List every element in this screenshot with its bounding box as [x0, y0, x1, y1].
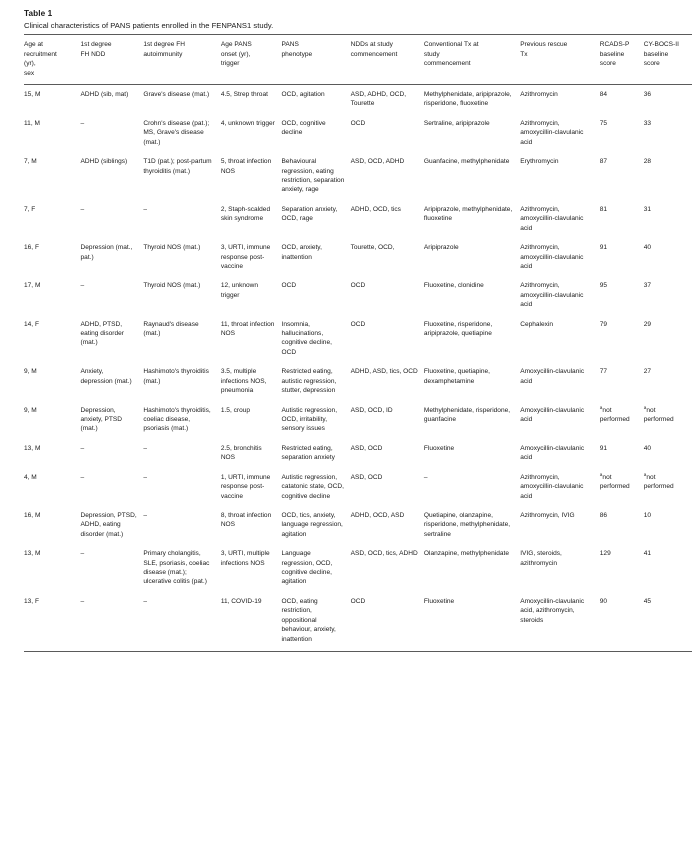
cell-conventional-tx: Methylphenidate, aripiprazole, risperidone, fluoxetine	[423, 91, 512, 108]
cell-previous-rescue-tx: Azithromycin, amoxycillin-clavulanic acid	[520, 282, 584, 309]
cell-rcads-p: 87	[599, 158, 608, 166]
table-row	[24, 468, 692, 506]
cell-conventional-tx: Fluoxetine, quetiapine, dexamphetamine	[423, 368, 491, 385]
cell-previous-rescue-tx: Amoxycillin-clavulanic acid	[520, 444, 585, 462]
cell-age-sex: 16, F	[24, 244, 39, 252]
cell-previous-rescue-tx: Erythromycin	[520, 158, 559, 166]
cell-pans-onset: 1, URTI, immune response post-vaccine	[220, 473, 271, 500]
cell-fh-ndd: Anxiety, depression (mat.)	[80, 368, 132, 385]
cell-age-sex: 9, M	[24, 368, 37, 376]
cell-ndds: ADHD, OCD, ASD	[350, 511, 405, 519]
cell-ndds: ASD, OCD, ID	[350, 406, 393, 414]
column-header-ndds-at-commencement	[351, 35, 424, 85]
cell-pans-onset: 2.5, bronchitis NOS	[220, 444, 262, 462]
cell-pans-phenotype: Autistic regression, OCD, irritability, sensory issues	[281, 406, 338, 433]
column-header-line: score	[643, 60, 660, 68]
footnote-marker: a	[599, 404, 603, 410]
column-header-line: commencement	[350, 50, 398, 58]
cell-fh-ndd: Depression, PTSD, ADHD, eating disorder (mat.)	[80, 511, 137, 538]
cell-cybocs-ii: 36	[643, 91, 652, 99]
cell-pans-onset: 3, URTI, multiple infections NOS	[220, 550, 270, 567]
cell-fh-autoimmunity: –	[143, 473, 147, 481]
cell-conventional-tx: Fluoxetine	[423, 444, 455, 452]
cell-fh-autoimmunity: –	[143, 205, 147, 213]
cell-rcads-p: 90	[599, 597, 608, 605]
column-header-line: autoimmunity	[143, 50, 183, 58]
cell-pans-phenotype: Restricted eating, autistic regression, stutter, depression	[281, 368, 337, 395]
cell-cybocs-ii: 41	[643, 550, 652, 558]
cell-rcads-p: 77	[599, 368, 608, 376]
cell-pans-onset: 3, URTI, immune response post-vaccine	[220, 244, 271, 270]
cell-age-sex: 15, M	[24, 91, 41, 99]
cell-ndds: OCD	[350, 597, 366, 605]
cell-rcads-p: 129	[599, 550, 611, 558]
cell-pans-phenotype: Autistic regression, catatonic state, OCD, cognitive decline	[281, 473, 344, 500]
column-header-previous-rescue-tx	[520, 35, 600, 85]
column-header-line: PANS	[281, 41, 299, 49]
cell-rcads-p	[600, 401, 644, 439]
cell-pans-phenotype: Language regression, OCD, cognitive decline, agitation	[281, 550, 333, 586]
table-row	[24, 439, 692, 468]
cell-cybocs-ii: 27	[643, 368, 652, 376]
table-body	[24, 85, 692, 651]
cell-pans-onset: 12, unknown trigger	[220, 282, 259, 299]
cell-previous-rescue-tx: Azithromycin, amoxycillin-clavulanic acid	[520, 119, 584, 146]
footnote-marker: a	[643, 471, 647, 477]
cell-age-sex: 13, F	[24, 597, 39, 605]
cell-pans-phenotype: Restricted eating, separation anxiety	[281, 444, 335, 462]
table-row	[24, 276, 692, 314]
cell-ndds: ASD, OCD, ADHD	[350, 158, 405, 166]
table-row	[24, 362, 692, 400]
table-row	[24, 200, 692, 238]
cell-conventional-tx: –	[423, 473, 428, 481]
cell-cybocs-ii: 40	[643, 244, 652, 252]
cell-age-sex: 11, M	[24, 119, 40, 127]
cell-age-sex: 13, M	[24, 550, 41, 558]
cell-conventional-tx: Quetiapine, olanzapine, risperidone, methylphenidate, sertraline	[423, 511, 511, 538]
column-header-fh-ndd	[81, 35, 144, 85]
cell-conventional-tx: Aripiprazole	[423, 244, 459, 252]
cell-ndds: ADHD, OCD, tics	[350, 205, 401, 213]
column-header-age-pans-onset	[221, 35, 282, 85]
cell-cybocs-ii: 10	[643, 511, 652, 519]
cell-cybocs-ii: 28	[643, 158, 652, 166]
table-bottom-rule	[24, 651, 692, 652]
cell-rcads-p: 84	[599, 91, 608, 99]
cell-previous-rescue-tx: IVIG, steroids, azithromycin	[520, 550, 562, 567]
footnote-marker: a	[643, 404, 647, 410]
cell-pans-onset: 11, throat infection NOS	[220, 320, 275, 338]
cell-pans-onset: 2, Staph-scalded skin syndrome	[220, 205, 271, 223]
cell-pans-onset: 4.5, Strep throat	[220, 91, 268, 99]
cell-ndds: ADHD, ASD, tics, OCD	[350, 368, 418, 376]
cell-age-sex: 7, F	[24, 205, 36, 213]
cell-fh-ndd: –	[80, 473, 85, 481]
cell-previous-rescue-tx: Azithromycin, amoxycillin-clavulanic acid	[520, 473, 584, 500]
footnote-marker: a	[599, 471, 603, 477]
cell-pans-phenotype: Insomnia, hallucinations, cognitive decline, OCD	[281, 320, 332, 356]
cell-fh-ndd: –	[80, 597, 85, 605]
cell-fh-autoimmunity: –	[143, 597, 147, 605]
cell-fh-ndd: –	[80, 205, 85, 213]
column-header-line: sex	[24, 69, 35, 77]
cell-age-sex: 9, M	[24, 406, 37, 414]
cell-ndds: ASD, OCD	[350, 444, 383, 452]
cell-fh-ndd: ADHD (siblings)	[80, 158, 128, 166]
column-header-line: NDDs at study	[350, 41, 393, 49]
column-header-line: Age at	[24, 41, 43, 49]
cell-text: not performed	[643, 473, 674, 491]
cell-fh-autoimmunity: –	[143, 511, 147, 519]
cell-age-sex: 4, M	[24, 473, 37, 481]
cell-pans-phenotype: OCD, agitation	[281, 91, 325, 99]
table-row	[24, 506, 692, 544]
column-header-age-at-recruitment	[24, 35, 81, 85]
cell-text: not performed	[599, 473, 630, 491]
cell-age-sex: 7, M	[24, 158, 37, 166]
column-header-line: Conventional Tx at	[423, 41, 479, 49]
table-row	[24, 544, 692, 592]
cell-fh-ndd: ADHD, PTSD, eating disorder (mat.)	[80, 320, 124, 347]
cell-fh-ndd: –	[80, 282, 85, 290]
cell-conventional-tx: Sertraline, aripiprazole	[423, 119, 490, 127]
cell-previous-rescue-tx: Amoxycillin-clavulanic acid	[520, 406, 585, 423]
cell-age-sex: 13, M	[24, 444, 41, 452]
cell-pans-onset: 3.5, multiple infections NOS, pneumonia	[220, 368, 267, 395]
cell-pans-onset: 5, throat infection NOS	[220, 158, 272, 175]
cell-previous-rescue-tx: Amoxycillin-clavulanic acid	[520, 368, 585, 385]
cell-ndds: ASD, ADHD, OCD, Tourette	[350, 91, 407, 108]
cell-rcads-p: 95	[599, 282, 608, 290]
cell-fh-ndd: Depression, anxiety, PTSD (mat.)	[80, 406, 123, 433]
column-header-line: baseline	[599, 50, 625, 58]
column-header-line: baseline	[643, 50, 669, 58]
column-header-line: Previous rescue	[520, 41, 568, 49]
table-row	[24, 401, 692, 439]
table-caption: Clinical characteristics of PANS patients enrolled in the FENPANS1 study.	[24, 20, 274, 30]
table-row	[24, 315, 692, 363]
cell-fh-autoimmunity: Thyroid NOS (mat.)	[143, 244, 201, 252]
cell-cybocs-ii: 29	[643, 320, 652, 328]
cell-fh-ndd: –	[80, 119, 85, 127]
cell-pans-phenotype: OCD	[281, 282, 297, 290]
column-header-line: 1st degree FH	[143, 41, 185, 49]
cell-fh-autoimmunity: T1D (pat.); post-partum thyroiditis (mat.)	[143, 158, 212, 175]
cell-ndds: OCD	[350, 320, 366, 328]
cell-fh-autoimmunity: Raynaud's disease (mat.)	[143, 320, 199, 338]
cell-conventional-tx: Fluoxetine, risperidone, aripiprazole, quetiapine	[423, 320, 493, 338]
cell-rcads-p: 79	[599, 320, 608, 328]
cell-rcads-p: 91	[599, 444, 608, 452]
table-label: Table 1	[24, 9, 53, 18]
column-header-line: score	[599, 60, 616, 68]
cell-age-sex: 14, F	[24, 320, 39, 328]
cell-ndds: Tourette, OCD,	[350, 244, 395, 252]
cell-cybocs-ii: 37	[643, 282, 652, 290]
cell-conventional-tx: Guanfacine, methylphenidate	[423, 158, 510, 166]
cell-fh-autoimmunity: Hashimoto's thyroiditis, coeliac disease, psoriasis (mat.)	[143, 406, 211, 433]
column-header-line: recruitment	[24, 50, 57, 58]
column-header-line: Tx	[520, 50, 528, 58]
cell-fh-autoimmunity: Hashimoto's thyroiditis (mat.)	[143, 368, 209, 385]
cell-conventional-tx: Fluoxetine	[423, 597, 455, 605]
cell-pans-phenotype: OCD, anxiety, inattention	[281, 244, 322, 261]
cell-cybocs-ii	[644, 468, 692, 506]
cell-age-sex: 17, M	[24, 282, 41, 290]
cell-fh-ndd: ADHD (sib, mat)	[80, 91, 129, 99]
cell-pans-phenotype: OCD, eating restriction, oppositional behaviour, anxiety, inattention	[281, 597, 336, 643]
cell-fh-autoimmunity: Primary cholangitis, SLE, psoriasis, coeliac disease (mat.); ulcerative colitis (pat.)	[143, 550, 210, 586]
column-header-line: commencement	[423, 60, 471, 68]
cell-pans-phenotype: Behavioural regression, eating restriction, separation anxiety, rage	[281, 158, 345, 194]
column-header-line: (yr),	[24, 60, 36, 68]
column-header-line: trigger	[220, 60, 240, 68]
table-header	[24, 35, 692, 85]
cell-fh-ndd: –	[80, 550, 85, 558]
cell-fh-ndd: Depression (mat., pat.)	[80, 244, 133, 261]
column-header-line: study	[423, 50, 440, 58]
column-header-line: 1st degree	[80, 41, 112, 49]
cell-conventional-tx: Olanzapine, methylphenidate	[423, 550, 509, 558]
cell-text: not performed	[599, 406, 630, 423]
cell-fh-autoimmunity: Thyroid NOS (mat.)	[143, 282, 201, 290]
table-row	[24, 238, 692, 276]
column-header-rcads-p-score	[600, 35, 644, 85]
cell-text: not performed	[643, 406, 674, 423]
cell-pans-phenotype: Separation anxiety, OCD, rage	[281, 205, 338, 223]
cell-previous-rescue-tx: Azithromycin, IVIG	[520, 511, 575, 519]
cell-rcads-p: 81	[599, 205, 608, 213]
table-row	[24, 592, 692, 651]
cell-conventional-tx: Aripiprazole, methylphenidate, fluoxetine	[423, 205, 513, 223]
cell-previous-rescue-tx: Azithromycin, amoxycillin-clavulanic acid	[520, 205, 584, 232]
column-header-line: FH NDD	[80, 50, 106, 58]
cell-previous-rescue-tx: Cephalexin	[520, 320, 554, 328]
cell-pans-onset: 11, COVID-19	[220, 597, 262, 605]
table-row	[24, 85, 692, 114]
cell-age-sex: 16, M	[24, 511, 41, 519]
cell-previous-rescue-tx: Amoxycillin-clavulanic acid, azithromycin, steroids	[520, 597, 585, 624]
column-header-line: RCADS-P	[599, 41, 630, 49]
column-header-fh-autoimmunity	[143, 35, 220, 85]
column-header-line: onset (yr),	[220, 50, 251, 58]
cell-fh-autoimmunity: Grave's disease (mat.)	[143, 91, 210, 99]
cell-conventional-tx: Methylphenidate, risperidone, guanfacine	[423, 406, 511, 423]
table-header-row	[24, 35, 692, 85]
table-row	[24, 114, 692, 152]
cell-cybocs-ii: 45	[643, 597, 652, 605]
column-header-conventional-tx	[424, 35, 520, 85]
cell-pans-onset: 1.5, croup	[220, 406, 251, 414]
cell-rcads-p: 86	[599, 511, 608, 519]
column-header-line: phenotype	[281, 50, 313, 58]
cell-fh-autoimmunity: –	[143, 444, 147, 452]
cell-pans-onset: 4, unknown trigger	[220, 119, 275, 127]
cell-cybocs-ii	[644, 401, 692, 439]
cell-fh-ndd: –	[80, 444, 85, 452]
column-header-pans-phenotype	[282, 35, 351, 85]
cell-cybocs-ii: 31	[643, 205, 652, 213]
clinical-characteristics-table	[24, 34, 692, 651]
cell-ndds: ASD, OCD, tics, ADHD	[350, 550, 418, 558]
cell-cybocs-ii: 40	[643, 444, 652, 452]
cell-pans-phenotype: OCD, tics, anxiety, language regression, agitation	[281, 511, 343, 538]
cell-rcads-p	[600, 468, 644, 506]
column-header-line: CY-BOCS-II	[643, 41, 679, 49]
cell-fh-autoimmunity: Crohn's disease (pat.); MS, Grave's disease (mat.)	[143, 119, 210, 146]
table-row	[24, 152, 692, 200]
column-header-line: Age PANS	[220, 41, 252, 49]
cell-ndds: ASD, OCD	[350, 473, 383, 481]
cell-ndds: OCD	[350, 119, 366, 127]
cell-previous-rescue-tx: Azithromycin, amoxycillin-clavulanic acid	[520, 244, 584, 270]
cell-pans-onset: 8, throat infection NOS	[220, 511, 272, 529]
cell-rcads-p: 91	[599, 244, 608, 252]
cell-previous-rescue-tx: Azithromycin	[520, 91, 558, 99]
cell-rcads-p: 75	[599, 119, 608, 127]
cell-ndds: OCD	[350, 282, 366, 290]
cell-conventional-tx: Fluoxetine, clonidine	[423, 282, 484, 290]
cell-cybocs-ii: 33	[643, 119, 652, 127]
cell-pans-phenotype: OCD, cognitive decline	[281, 119, 326, 137]
column-header-cybocs-ii-score	[644, 35, 692, 85]
